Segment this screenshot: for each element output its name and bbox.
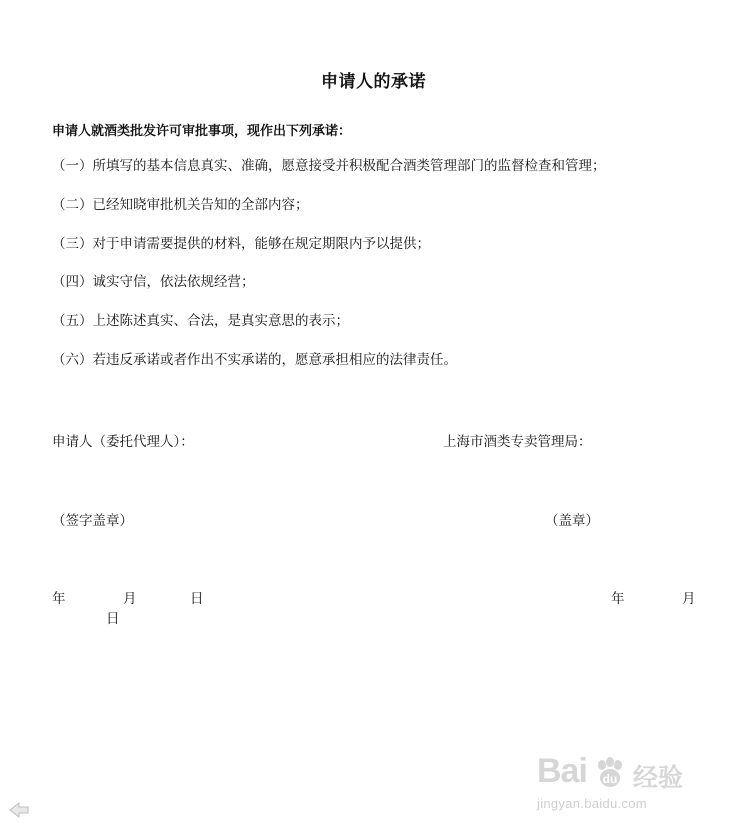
- commitment-item-5: （五）上述陈述真实、合法，是真实意思的表示；: [52, 313, 349, 330]
- commitment-item-1: （一）所填写的基本信息真实、准确，愿意接受并积极配合酒类管理部门的监督检查和管理；: [52, 158, 606, 174]
- watermark-url: jingyan.baidu.com: [537, 796, 647, 811]
- bureau-date-day: 日: [106, 611, 120, 627]
- watermark-suffix: 经验: [633, 763, 684, 792]
- applicant-date-year: 年: [52, 591, 66, 607]
- bureau-label: 上海市酒类专卖管理局：: [443, 434, 592, 450]
- applicant-label: 申请人（委托代理人）：: [52, 434, 194, 450]
- commitment-item-3: （三）对于申请需要提供的材料，能够在规定期限内予以提供；: [52, 235, 430, 252]
- bureau-seal-label: （盖章）: [545, 513, 599, 529]
- baidu-jingyan-watermark: [537, 752, 707, 818]
- bureau-date-year: 年: [611, 591, 625, 607]
- document-title: 申请人的承诺: [321, 72, 426, 92]
- commitment-list: [52, 156, 606, 389]
- watermark-brand: Bai: [537, 752, 587, 790]
- applicant-date-month: 月: [123, 591, 137, 607]
- commitment-item-4: （四）诚实守信，依法依规经营；: [52, 274, 255, 291]
- applicant-signature-label: （签字盖章）: [52, 513, 133, 529]
- baidu-paw-icon: [593, 756, 627, 790]
- svg-text:du: du: [602, 772, 618, 786]
- commitment-item-6: （六）若违反承诺或者作出不实承诺的，愿意承担相应的法律责任。: [52, 351, 457, 368]
- bureau-date-month: 月: [682, 591, 696, 607]
- commitment-item-2: （二）已经知晓审批机关告知的全部内容；: [52, 196, 309, 213]
- intro-text: 申请人就酒类批发许可审批事项，现作出下列承诺：: [52, 124, 352, 139]
- back-arrow-icon[interactable]: [8, 800, 30, 820]
- applicant-date-day: 日: [190, 591, 204, 607]
